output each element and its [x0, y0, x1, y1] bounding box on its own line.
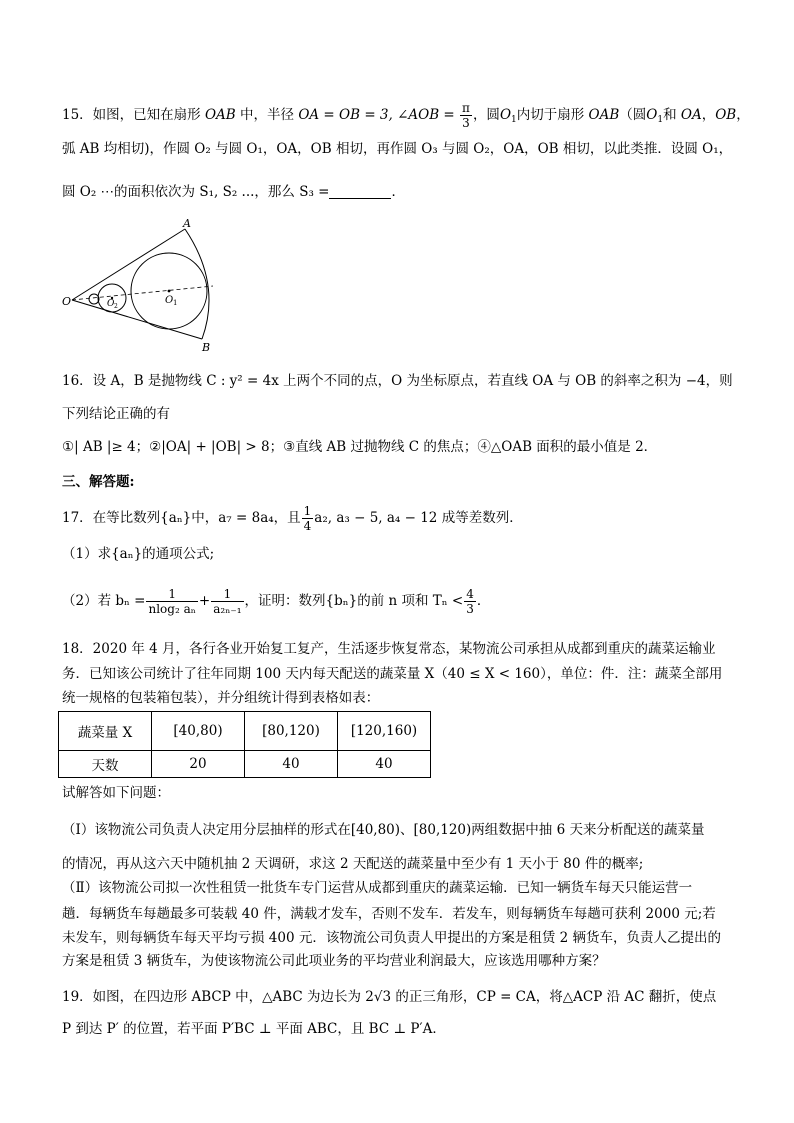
one-quarter-fraction: $\frac{1}{4}$ — [303, 504, 312, 533]
table-header-row — [59, 712, 431, 751]
table-cell: [120,160) — [338, 712, 431, 751]
circle-o3 — [89, 294, 99, 304]
answer-blank — [329, 184, 391, 199]
table-cell: 20 — [152, 751, 245, 778]
q18-line2: 务．已知该公司统计了往年同期 100 天内每天配送的蔬菜量 X（40 ≤ X < 160），单位：件．注：蔬菜全部用 — [62, 666, 723, 682]
section-title: 三、解答题: — [62, 474, 135, 490]
q18-line3: 统一规格的包装箱包装），并分组统计得到表格如表： — [62, 690, 380, 706]
table-cell: [40,80) — [152, 712, 245, 751]
q17-part1: （1）求{aₙ}的通项公式; — [62, 546, 215, 562]
q18-p2-line4: 方案是租赁 3 辆货车，为使该物流公司此项业务的平均营业利润最大，应该选用哪种方案？ — [62, 953, 606, 969]
table-cell: [80,120) — [245, 712, 338, 751]
table-cell: 天数 — [59, 751, 152, 778]
table-cell: 蔬菜量 X — [59, 712, 152, 751]
q16-line3: ①| AB |≥ 4；②|OA| + |OB| > 8；③直线 AB 过抛物线 C 的焦点；④△OAB 面积的最小值是 2． — [62, 439, 658, 455]
table-cell: 40 — [338, 751, 431, 778]
q16-line2: 下列结论正确的有 — [62, 406, 170, 422]
svg-text:2: 2 — [114, 303, 118, 310]
q16-line1: 16．设 A，B 是抛物线 C : y² = 4x 上两个不同的点，O 为坐标原点，若直线 OA 与 OB 的斜率之积为 −4，则 — [62, 373, 733, 389]
vegetable-table — [58, 711, 431, 778]
q17-part2: （2）若 bₙ = $\frac{1}{\text{nlog₂ aₙ}}$ + $\frac{1}{\text{a₂ₙ₋₁}}$ ，证明：数列{bₙ}的前 n 项和 Tₙ < $\frac{4}{3}$ ． — [62, 587, 491, 616]
label-a: A — [183, 217, 191, 230]
q18-p1-line2: 的情况，再从这六天中随机抽 2 天调研，求这 2 天配送的蔬菜量中至少有 1 天小于 80 件的概率; — [62, 856, 644, 872]
sector-figure — [62, 214, 222, 358]
svg-text:1: 1 — [173, 299, 178, 307]
label-o1: O — [165, 295, 174, 306]
q18-p2-line2: 趟．每辆货车每趟最多可装载 40 件，满载才发车，否则不发车．若发车，则每辆货车每趟可获利 2000 元;若 — [62, 906, 716, 922]
q18-p2-line1: （Ⅱ）该物流公司拟一次性租赁一批货车专门运营从成都到重庆的蔬菜运输．已知一辆货车每天只能运营一 — [62, 880, 693, 896]
label-o: O — [62, 295, 72, 308]
label-o2: O — [107, 299, 115, 309]
q18-after-table: 试解答如下问题： — [62, 785, 170, 801]
pi-over-3-fraction: $\frac{\pi}{3}$ — [462, 101, 470, 130]
q15-line3: 圆 O₂ ⋯的面积依次为 S₁, S₂ ...，那么 S₃ = ． — [62, 184, 405, 200]
q18-p1-line1: （I）该物流公司负责人决定用分层抽样的形式在[40,80)、[80,120)两组数据中抽 6 天来分析配送的蔬菜量 — [62, 822, 705, 838]
q15-line1: 15．如图，已知在扇形 OAB 中，半径 OA = OB = 3, ∠AOB = $\frac{\pi}{3}$ ，圆$O_1$内切于扇形 OAB（圆$O_1$和 OA，OB， — [62, 101, 750, 130]
q18-p2-line3: 未发车，则每辆货车每天平均亏损 400 元．该物流公司负责人甲提出的方案是租赁 2 辆货车，负责人乙提出的 — [62, 930, 722, 946]
label-b: B — [202, 341, 211, 354]
bn-fraction-2: $\frac{1}{\text{a₂ₙ₋₁}}$ — [213, 587, 242, 616]
q17-line1: 17．在等比数列{aₙ}中，a₇ = 8a₄，且 $\frac{1}{4}$ a₂, a₃ − 5, a₄ − 12 成等差数列． — [62, 504, 523, 533]
q19-line1: 19．如图，在四边形 ABCP 中，△ABC 为边长为 2√3 的正三角形，CP = CA，将△ACP 沿 AC 翻折，使点 — [62, 989, 717, 1005]
q18-line1: 18．2020 年 4 月，各行各业开始复工复产，生活逐步恢复常态，某物流公司承担从成都到重庆的蔬菜运输业 — [62, 641, 716, 657]
bn-fraction-1: $\frac{1}{\text{nlog₂ aₙ}}$ — [148, 587, 196, 616]
sector-diagram — [62, 214, 222, 354]
q19-line2: P 到达 P′ 的位置，若平面 P′BC ⊥ 平面 ABC，且 BC ⊥ P′A． — [62, 1021, 446, 1037]
table-cell: 40 — [245, 751, 338, 778]
four-thirds-fraction: $\frac{4}{3}$ — [466, 587, 474, 616]
table-row — [59, 751, 431, 778]
q15-line2: 弧 AB 均相切)，作圆 O₂ 与圆 O₁，OA，OB 相切，再作圆 O₃ 与圆 O₂，OA，OB 相切，以此类推．设圆 O₁， — [62, 141, 733, 157]
